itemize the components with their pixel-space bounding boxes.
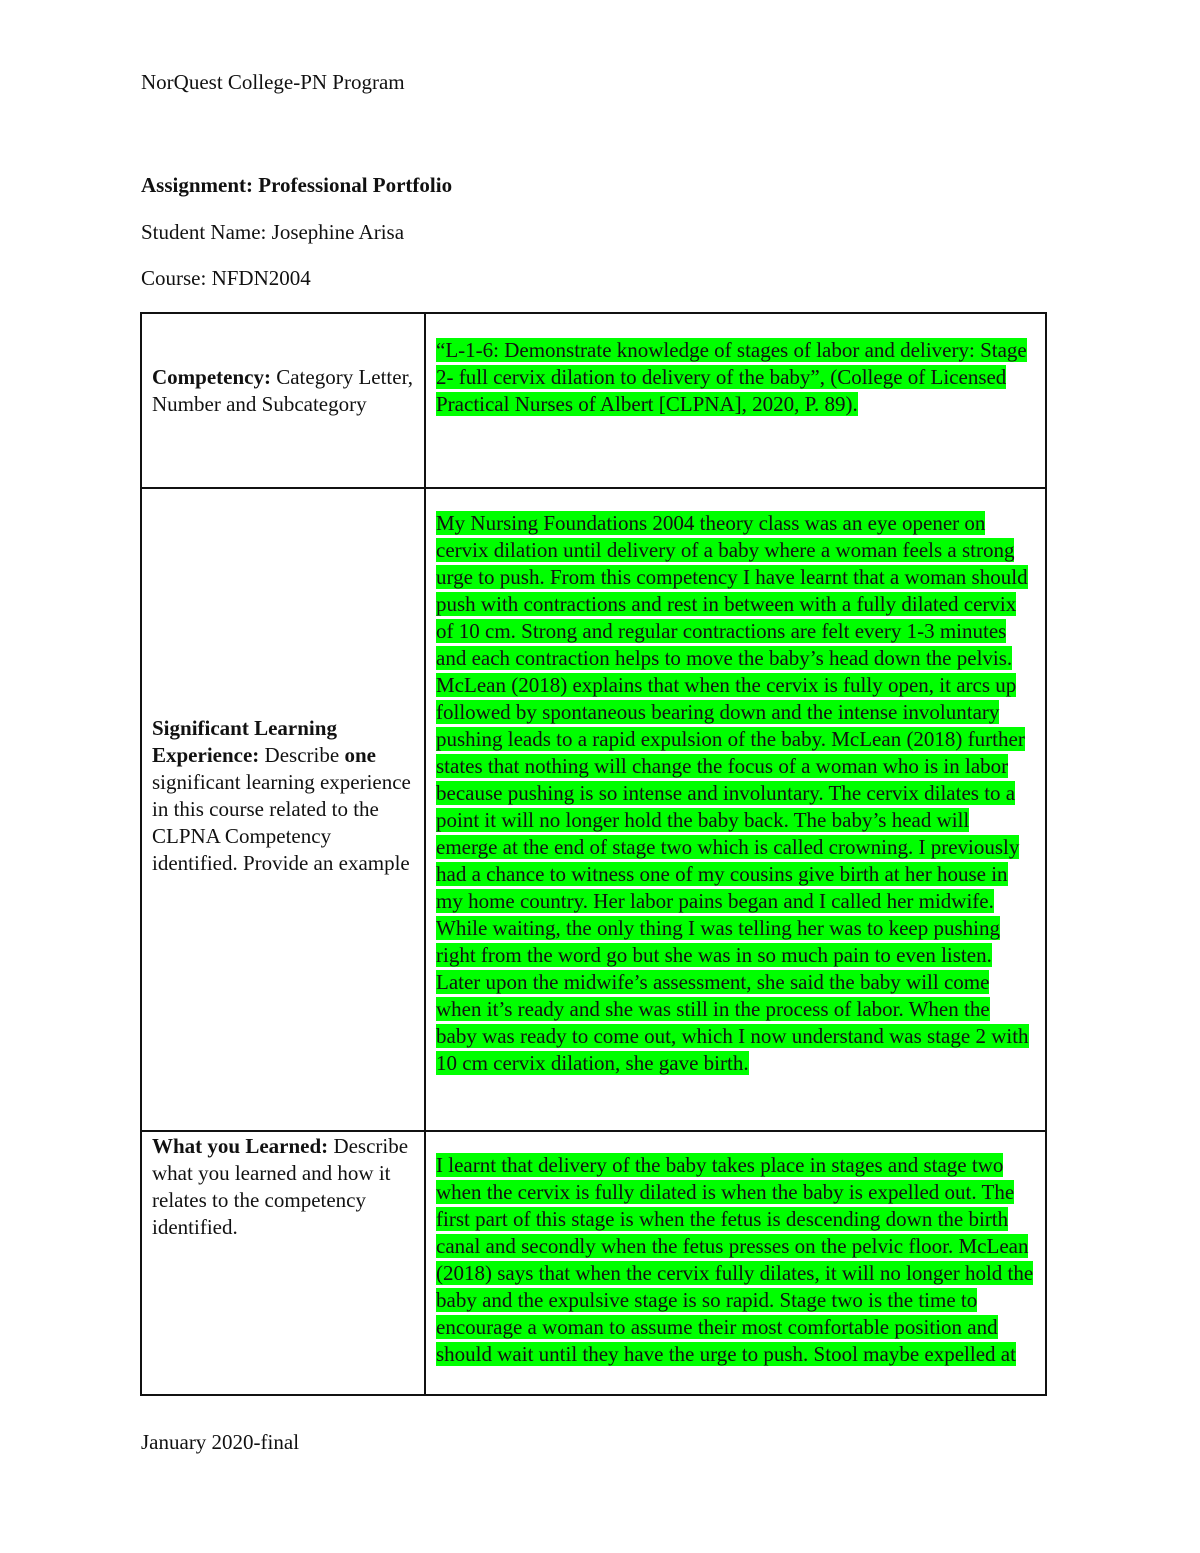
portfolio-table bbox=[140, 312, 1047, 1396]
what-learned-label-cell bbox=[141, 1131, 425, 1395]
what-learned-label-bold: What you Learned: bbox=[152, 1134, 329, 1158]
table-row-what-learned bbox=[141, 1131, 1046, 1395]
assignment-title: Assignment: Professional Portfolio bbox=[141, 173, 453, 197]
what-learned-label-text: Describe what you learned and how it relates to the competency identified. bbox=[152, 1134, 409, 1239]
learning-experience-label-mid: Describe bbox=[259, 743, 345, 767]
competency-label-bold: Competency: bbox=[152, 365, 271, 389]
learning-experience-label-text: significant learning experience in this course related to the CLPNA Competency identified. Provide an example bbox=[152, 770, 411, 875]
table-row-learning-experience bbox=[141, 488, 1046, 1131]
learning-experience-label-bold: Significant Learning Experience: bbox=[152, 716, 337, 767]
table-row-competency bbox=[141, 313, 1046, 488]
competency-content: “L-1-6: Demonstrate knowledge of stages of labor and delivery: Stage 2- full cervix dilation to delivery of the baby”, (College of Licensed Practical Nurses of Albert [CLPNA], 2020, P. 89). bbox=[436, 338, 1027, 416]
student-name: Student Name: Josephine Arisa bbox=[141, 220, 405, 244]
learning-experience-label-cell bbox=[141, 488, 425, 1131]
competency-label-text: Category Letter, Number and Subcategory bbox=[152, 365, 413, 416]
learning-experience-content-cell bbox=[425, 488, 1046, 1131]
page-footer: January 2020-final bbox=[141, 1430, 300, 1454]
competency-label-cell bbox=[141, 313, 425, 488]
learning-experience-content: My Nursing Foundations 2004 theory class was an eye opener on cervix dilation until delivery of a baby where a woman feels a strong urge to push. From this competency I have learnt that a woman should push with contractions and rest in between with a fully dilated cervix of 10 cm. Strong and regular contractions are felt every 1-3 minutes and each contraction helps to move the baby’s head down the pelvis. McLean (2018) explains that when the cervix is fully open, it arcs up followed by spontaneous bearing down and the intense involuntary pushing leads to a rapid expulsion of the baby. McLean (2018) further states that nothing will change the focus of a woman who is in labor because pushing is so intense and involuntary. The cervix dilates to a point it will no longer hold the baby back. The baby’s head will emerge at the end of stage two which is called crowning. I previously had a chance to witness one of my cousins give birth at her house in my home country. Her labor pains began and I called her midwife. While waiting, the only thing I was telling her was to keep pushing right from the word go but she was in so much pain to even listen. Later upon the midwife’s assessment, she said the baby will come when it’s ready and she was still in the process of labor. When the baby was ready to come out, which I now understand was stage 2 with 10 cm cervix dilation, she gave birth. bbox=[436, 511, 1029, 1075]
course-code: Course: NFDN2004 bbox=[141, 266, 311, 290]
what-learned-content-cell bbox=[425, 1131, 1046, 1395]
competency-content-cell bbox=[425, 313, 1046, 488]
learning-experience-label-bold2: one bbox=[344, 743, 376, 767]
page-header: NorQuest College-PN Program bbox=[141, 70, 405, 94]
what-learned-content: I learnt that delivery of the baby takes place in stages and stage two when the cervix is fully dilated is when the baby is expelled out. The first part of this stage is when the fetus is descending down the birth canal and secondly when the fetus presses on the pelvic floor. McLean (2018) says that when the cervix fully dilates, it will no longer hold the baby and the expulsive stage is so rapid. Stage two is the time to encourage a woman to assume their most comfortable position and should wait until they have the urge to push. Stool maybe expelled at bbox=[436, 1153, 1034, 1366]
